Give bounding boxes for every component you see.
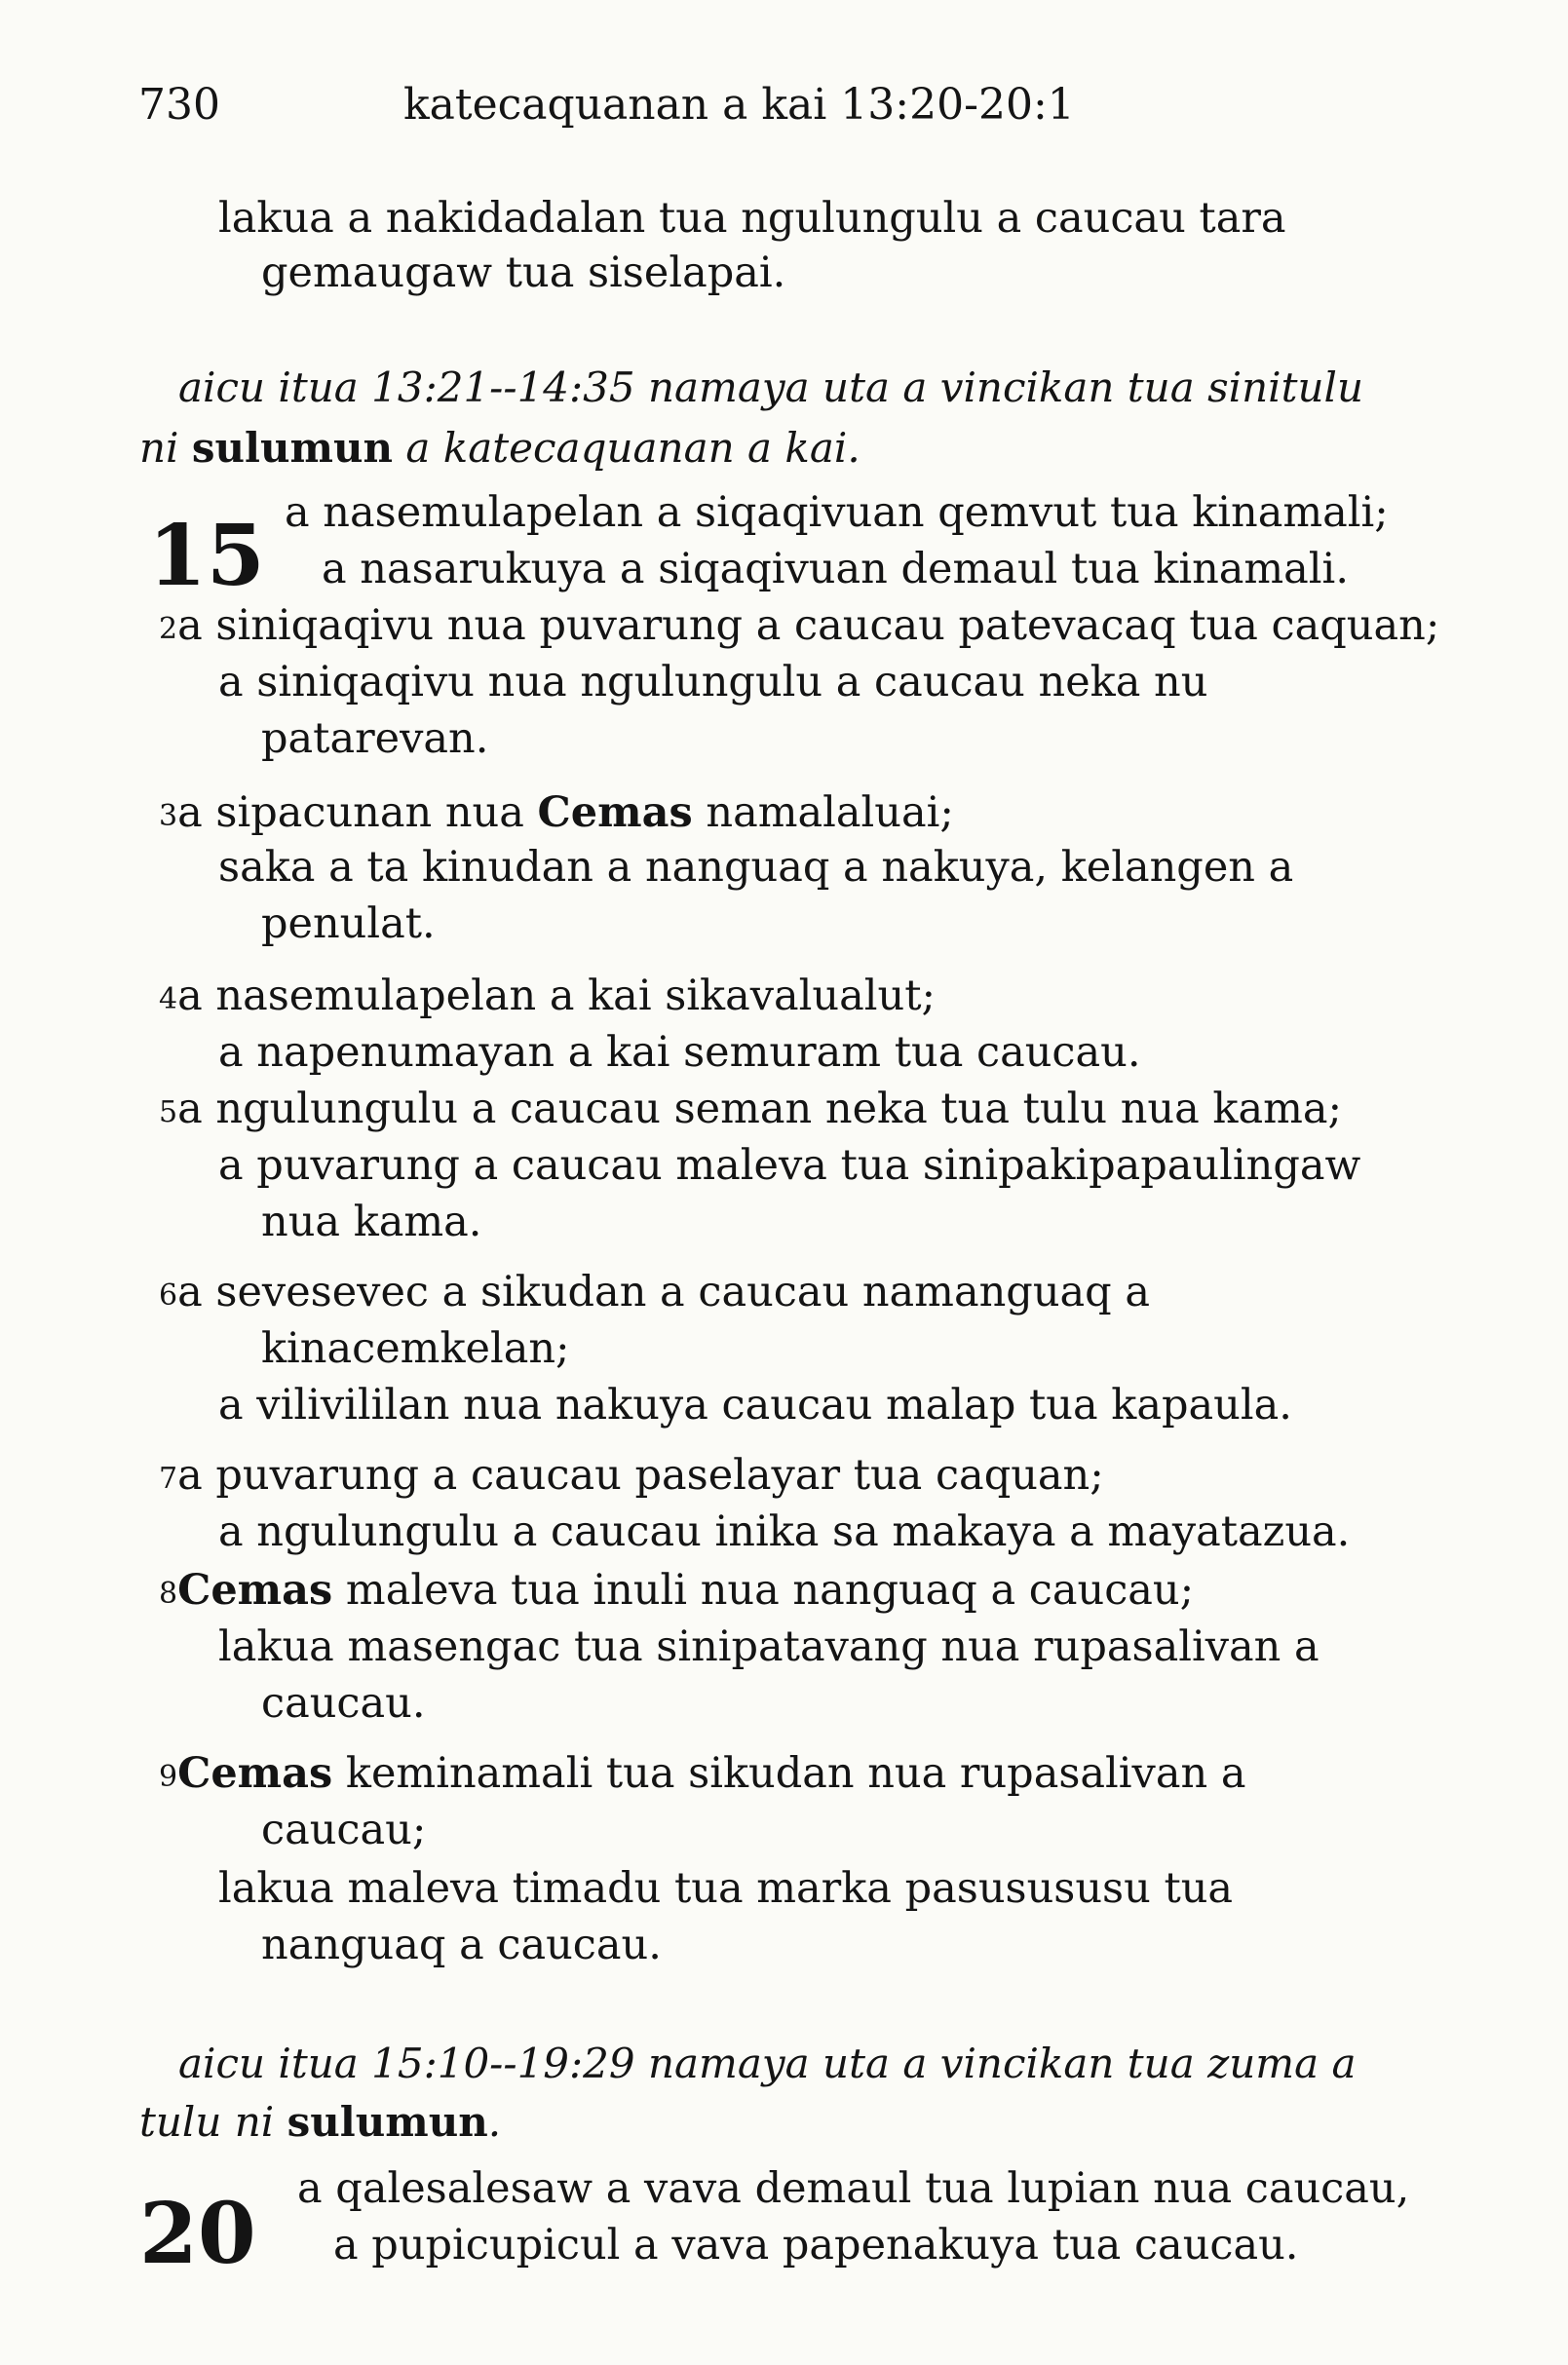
verse-8-line-1 <box>159 1565 1194 1616</box>
section-intro-2-line-1: aicu itua 15:10--19:29 namaya uta a vincikan tua zuma a <box>178 2040 1357 2087</box>
verse-20-1-line-1: a qalesalesaw a vava demaul tua lupian nua caucau, <box>297 2164 1410 2213</box>
verse-4-line-2: a napenumayan a kai semuram tua caucau. <box>218 1028 1141 1077</box>
verse-8-line-3: caucau. <box>261 1679 426 1728</box>
page-number: 730 <box>138 80 220 130</box>
verse-3-line-3: penulat. <box>261 899 436 948</box>
verse-8-line-2: lakua masengac tua sinipatavang nua rupasalivan a <box>218 1622 1319 1671</box>
verse-5-line-1 <box>159 1084 1342 1134</box>
verse-9-line-4: nanguaq a caucau. <box>261 1921 662 1969</box>
verse-text: a siniqaqivu nua puvarung a caucau patevacaq tua caquan; <box>177 601 1440 650</box>
section-intro-2-line-2 <box>139 2097 501 2148</box>
section-intro-1-line-2 <box>139 423 860 474</box>
verse-9-line-1 <box>159 1748 1245 1799</box>
verse-number: 2 <box>159 612 178 646</box>
carryover-line-2: gemaugaw tua siselapai. <box>261 248 786 297</box>
intro-bold-word: sulumun <box>287 2098 488 2146</box>
intro-bold-word: sulumun <box>191 424 394 472</box>
chapter-number-20: 20 <box>139 2185 256 2283</box>
verse-4-line-1 <box>159 971 936 1021</box>
verse-text: a sipacunan nua <box>177 788 524 837</box>
verse-2-line-3: patarevan. <box>261 714 489 763</box>
divine-name: Cemas <box>537 788 693 837</box>
verse-number: 9 <box>159 1760 178 1794</box>
verse-number: 3 <box>159 799 178 833</box>
verse-text: a ngulungulu a caucau seman neka tua tulu nua kama; <box>177 1085 1343 1133</box>
verse-6-line-3: a vilivililan nua nakuya caucau malap tua kapaula. <box>218 1381 1292 1430</box>
verse-5-line-2: a puvarung a caucau maleva tua sinipakipapaulingaw <box>218 1141 1361 1190</box>
verse-6-line-1 <box>159 1267 1150 1317</box>
divine-name: Cemas <box>177 1749 333 1798</box>
verse-text: a nasemulapelan a kai sikavalualut; <box>177 972 936 1020</box>
verse-20-1-line-2: a pupicupicul a vava papenakuya tua caucau. <box>333 2221 1299 2270</box>
verse-number: 8 <box>159 1577 178 1611</box>
intro-text: tulu ni <box>139 2098 275 2146</box>
verse-7-line-1 <box>159 1450 1104 1501</box>
verse-3-line-1 <box>159 787 954 838</box>
verse-5-line-3: nua kama. <box>261 1198 482 1246</box>
intro-text: . <box>487 2098 502 2146</box>
intro-text: a katecaquanan a kai. <box>405 424 860 472</box>
verse-text: a sevesevec a sikudan a caucau namanguaq a <box>177 1268 1150 1316</box>
verse-6-line-2: kinacemkelan; <box>261 1324 570 1373</box>
verse-9-line-2: caucau; <box>261 1806 427 1854</box>
verse-7-line-2: a ngulungulu a caucau inika sa makaya a mayatazua. <box>218 1507 1351 1556</box>
verse-3-line-2: saka a ta kinudan a nanguaq a nakuya, kelangen a <box>218 843 1294 892</box>
verse-number: 5 <box>159 1095 178 1129</box>
verse-number: 7 <box>159 1462 178 1496</box>
verse-1-line-1: a nasemulapelan a siqaqivuan qemvut tua kinamali; <box>285 488 1389 537</box>
running-title: katecaquanan a kai 13:20-20:1 <box>403 80 1075 130</box>
intro-text: ni <box>139 424 179 472</box>
verse-text: namalaluai; <box>706 788 954 837</box>
verse-text: maleva tua inuli nua nanguaq a caucau; <box>345 1566 1195 1615</box>
divine-name: Cemas <box>177 1566 333 1615</box>
verse-9-line-3: lakua maleva timadu tua marka pasusususu tua <box>218 1864 1234 1913</box>
verse-text: keminamali tua sikudan nua rupasalivan a <box>345 1749 1246 1798</box>
carryover-line-1: lakua a nakidadalan tua ngulungulu a caucau tara <box>218 194 1286 243</box>
verse-number: 6 <box>159 1278 178 1313</box>
verse-2-line-2: a siniqaqivu nua ngulungulu a caucau neka nu <box>218 658 1208 706</box>
verse-number: 4 <box>159 982 178 1016</box>
verse-2-line-1 <box>159 600 1439 651</box>
chapter-number-15: 15 <box>148 507 265 605</box>
section-intro-1-line-1: aicu itua 13:21--14:35 namaya uta a vincikan tua sinitulu <box>178 363 1363 411</box>
verse-1-line-2: a nasarukuya a siqaqivuan demaul tua kinamali. <box>322 545 1349 593</box>
verse-text: a puvarung a caucau paselayar tua caquan; <box>177 1451 1104 1500</box>
